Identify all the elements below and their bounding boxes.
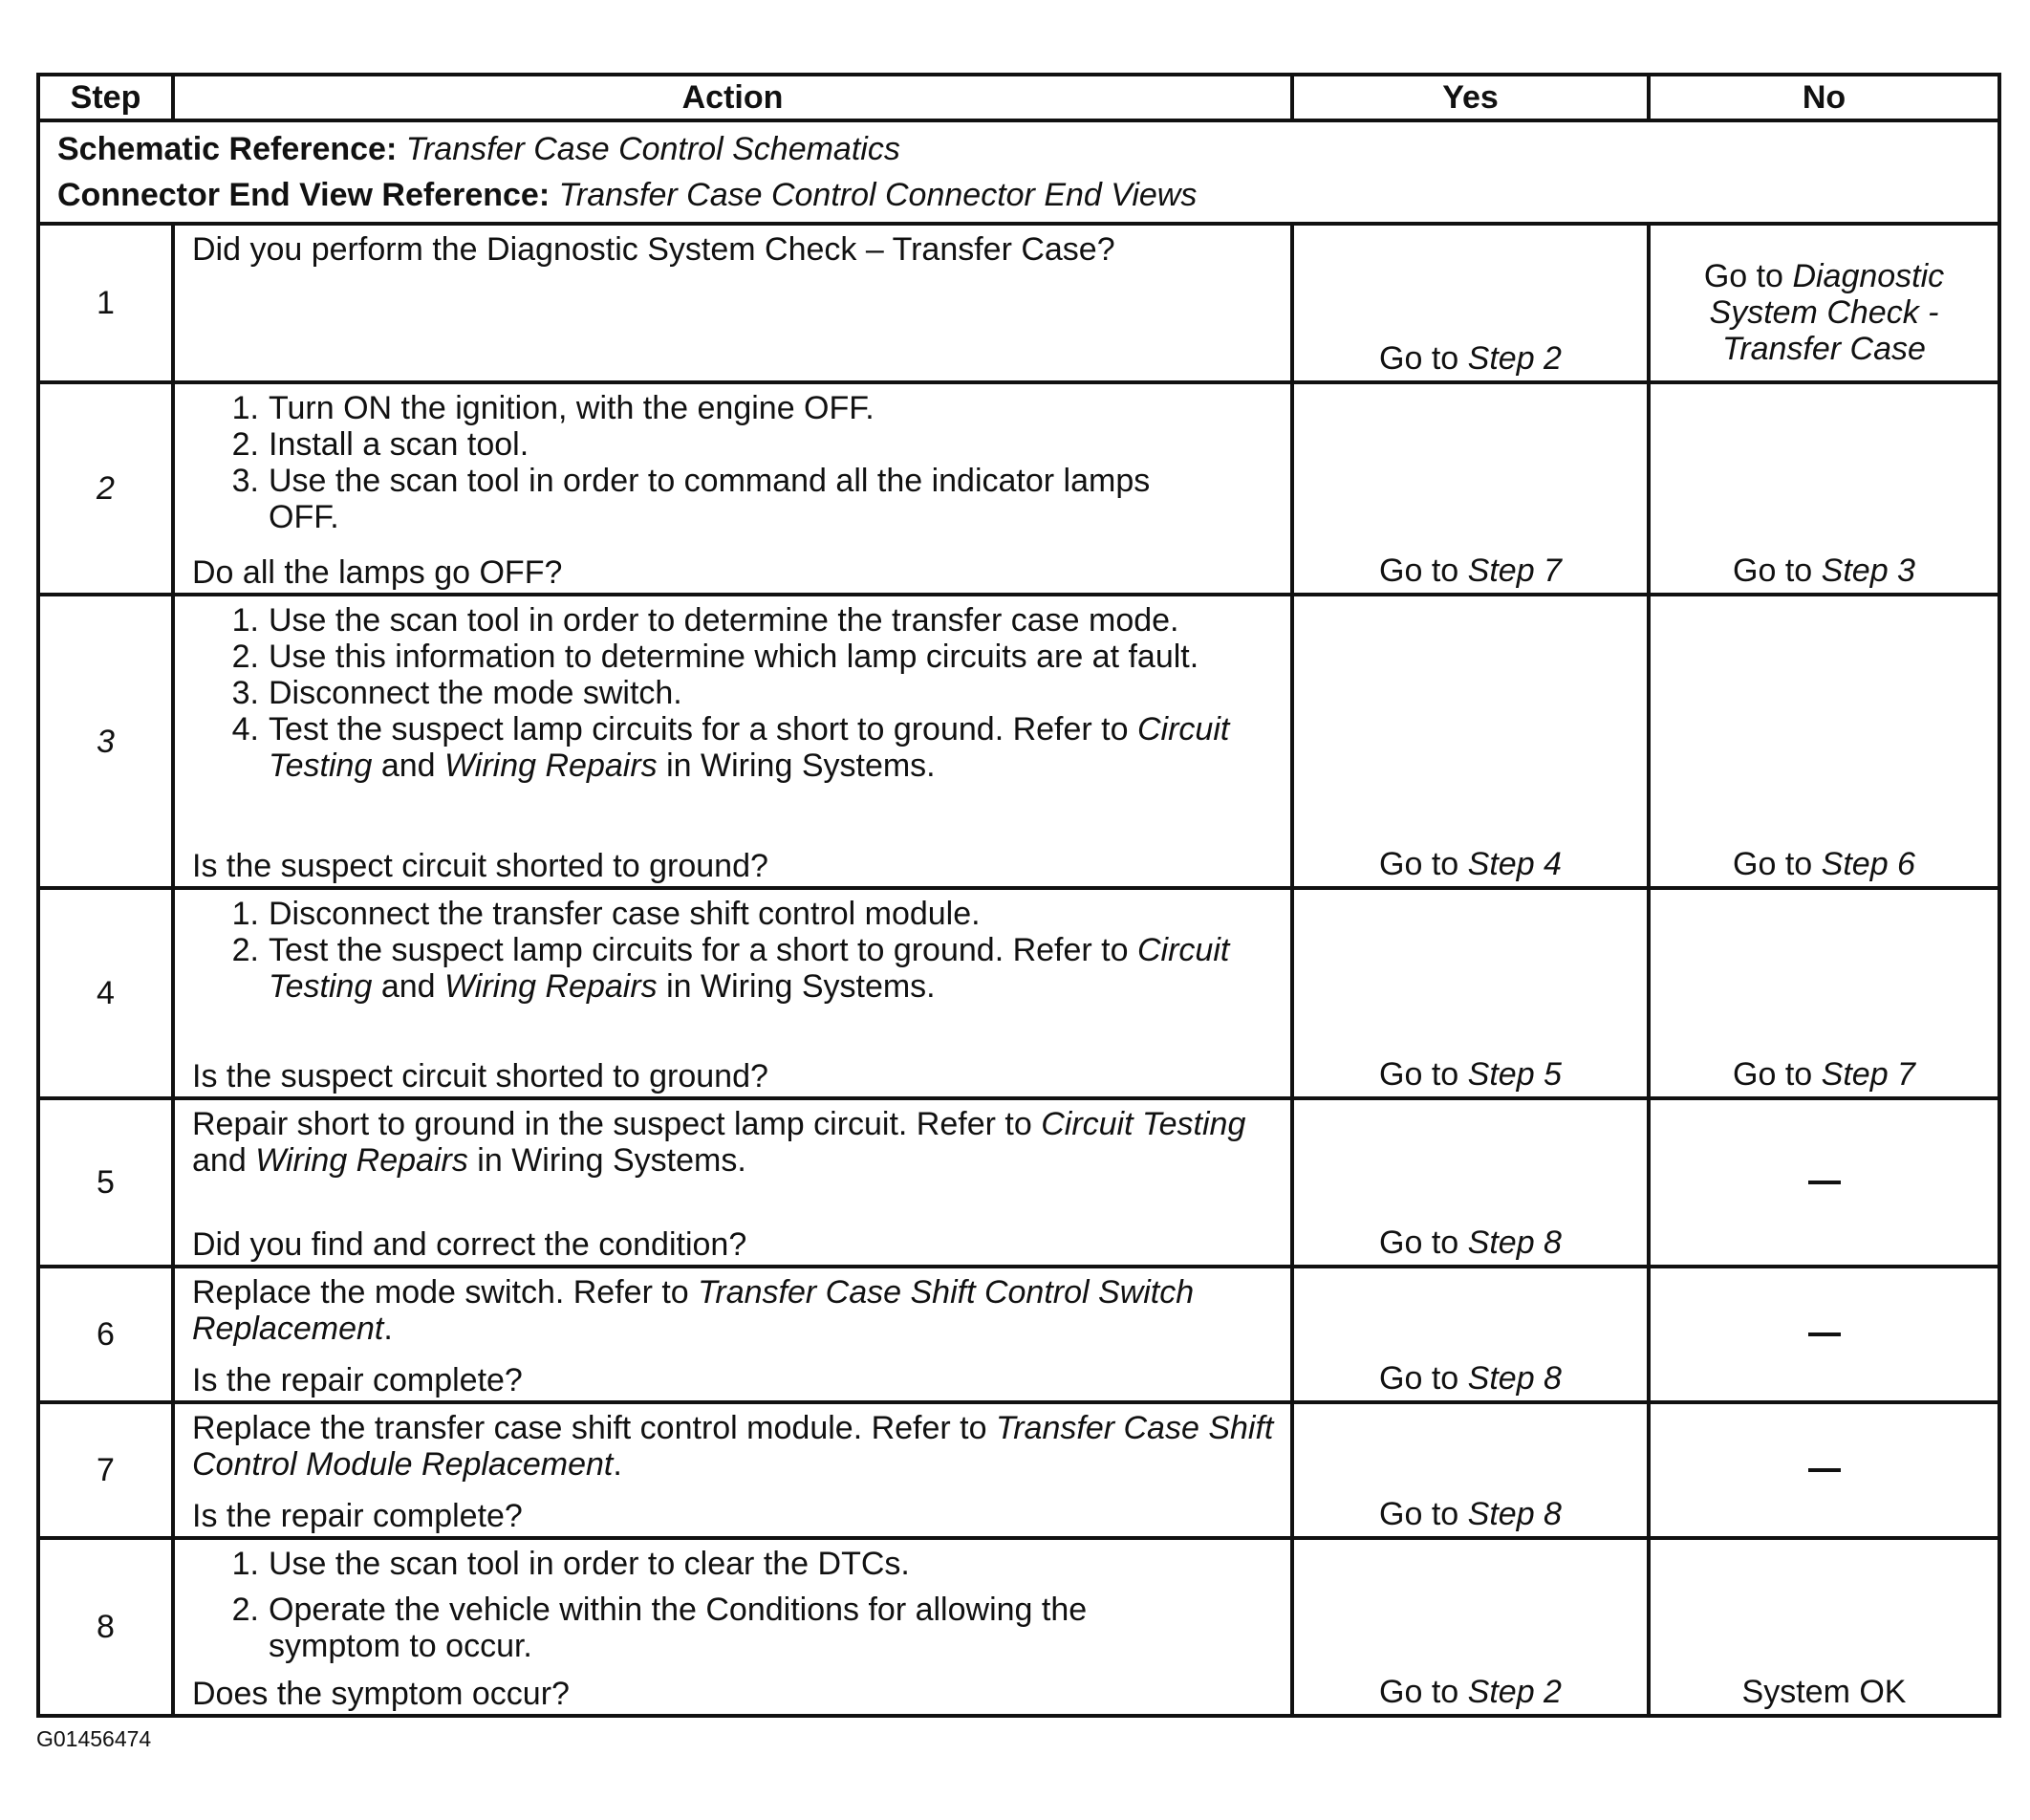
instruction-item: 3. Use the scan tool in order to command all the indicator lamps OFF. bbox=[231, 463, 1151, 535]
step-number: 4 bbox=[38, 888, 173, 1098]
step-row-1 bbox=[38, 224, 1999, 382]
connector-reference bbox=[57, 172, 1980, 218]
step-question: Is the repair complete? bbox=[192, 1362, 523, 1398]
connector-label: Connector End View Reference: bbox=[57, 177, 551, 213]
no-line-1: Diagnostic bbox=[1792, 258, 1945, 294]
yes-result: Go to Step 8 bbox=[1292, 1098, 1649, 1267]
step-row-7 bbox=[38, 1402, 1999, 1538]
instruction-item: 3. Disconnect the mode switch. bbox=[231, 675, 682, 711]
switch-replacement-link[interactable]: Transfer Case Shift Control Switch Replacement bbox=[192, 1274, 1195, 1347]
no-dash bbox=[1808, 1468, 1841, 1472]
step-instruction: Replace the transfer case shift control module. Refer to Transfer Case Shift Control Module Replacement. bbox=[192, 1410, 1274, 1483]
go-to-text: Go to bbox=[1379, 340, 1459, 377]
no-result: System OK bbox=[1649, 1538, 1999, 1716]
step-link[interactable]: Step 2 bbox=[1467, 1674, 1562, 1710]
no-dash bbox=[1808, 1181, 1841, 1184]
circuit-testing-link[interactable]: Circuit Testing bbox=[269, 932, 1230, 1005]
yes-result: Go to Step 4 bbox=[1292, 595, 1649, 888]
instruction-list bbox=[192, 1546, 1275, 1664]
connector-link[interactable]: Transfer Case Control Connector End Views bbox=[558, 177, 1198, 213]
step-action bbox=[173, 1538, 1292, 1716]
step-question: Did you find and correct the condition? bbox=[192, 1226, 747, 1263]
step-row-5 bbox=[38, 1098, 1999, 1267]
go-to-text: Go to bbox=[1703, 258, 1783, 294]
step-row-2 bbox=[38, 382, 1999, 595]
step-number: 7 bbox=[38, 1402, 173, 1538]
instruction-item: 1. Turn ON the ignition, with the engine OFF. bbox=[231, 390, 875, 426]
step-link[interactable]: Step 3 bbox=[1821, 552, 1915, 589]
diagnostic-table bbox=[36, 73, 2001, 1718]
instruction-item: 2. Use this information to determine which lamp circuits are at fault. bbox=[231, 639, 1199, 675]
no-result: Go to Step 3 bbox=[1649, 382, 1999, 595]
circuit-testing-link[interactable]: Circuit Testing bbox=[1041, 1106, 1246, 1142]
no-line-2: System Check - bbox=[1709, 294, 1939, 331]
step-link[interactable]: Step 4 bbox=[1467, 846, 1562, 882]
schematic-reference bbox=[57, 126, 1980, 172]
step-question: Do all the lamps go OFF? bbox=[192, 554, 563, 591]
figure-code: G01456474 bbox=[36, 1726, 152, 1751]
step-action bbox=[173, 888, 1292, 1098]
header-step: Step bbox=[38, 75, 173, 120]
no-result bbox=[1649, 1267, 1999, 1402]
instruction-item: 1. Disconnect the transfer case shift control module. bbox=[231, 896, 981, 932]
yes-result bbox=[1292, 224, 1649, 382]
wiring-repairs-link[interactable]: Wiring Repairs bbox=[255, 1142, 468, 1179]
step-row-6 bbox=[38, 1267, 1999, 1402]
step-question: Is the suspect circuit shorted to ground? bbox=[192, 848, 768, 884]
no-result bbox=[1649, 1402, 1999, 1538]
no-result: Go to Step 6 bbox=[1649, 595, 1999, 888]
module-replacement-link[interactable]: Transfer Case Shift Control Module Replacement bbox=[192, 1410, 1274, 1483]
step-action bbox=[173, 595, 1292, 888]
diagnostic-system-check-link[interactable] bbox=[1651, 258, 1998, 377]
step-action bbox=[173, 224, 1292, 382]
instruction-list bbox=[192, 896, 1275, 1005]
step-link[interactable]: Step 2 bbox=[1467, 340, 1562, 377]
header-yes: Yes bbox=[1292, 75, 1649, 120]
step-action bbox=[173, 382, 1292, 595]
instruction-item: 2. Test the suspect lamp circuits for a short to ground. Refer to Circuit Testing and Wiring Repairs in Wiring Systems. bbox=[231, 932, 1230, 1005]
schematic-label: Schematic Reference: bbox=[57, 131, 398, 167]
instruction-list bbox=[192, 602, 1275, 784]
reference-row bbox=[38, 120, 1999, 224]
instruction-item: 1. Use the scan tool in order to clear the DTCs. bbox=[231, 1546, 910, 1582]
step-question: Does the symptom occur? bbox=[192, 1676, 570, 1712]
step-link[interactable]: Step 8 bbox=[1467, 1496, 1562, 1532]
wiring-repairs-link[interactable]: Wiring Repairs bbox=[444, 748, 658, 784]
instruction-item: 2. Operate the vehicle within the Conditions for allowing the symptom to occur. bbox=[231, 1592, 1088, 1664]
step-question: Is the suspect circuit shorted to ground? bbox=[192, 1058, 768, 1094]
yes-result: Go to Step 7 bbox=[1292, 382, 1649, 595]
step-number: 6 bbox=[38, 1267, 173, 1402]
schematic-link[interactable]: Transfer Case Control Schematics bbox=[405, 131, 900, 167]
step-number: 8 bbox=[38, 1538, 173, 1716]
step-link[interactable]: Step 7 bbox=[1467, 552, 1562, 589]
instruction-list bbox=[192, 390, 1275, 535]
step-row-3 bbox=[38, 595, 1999, 888]
step-instruction: Repair short to ground in the suspect lamp circuit. Refer to Circuit Testing and Wiring Repairs in Wiring Systems. bbox=[192, 1106, 1246, 1179]
step-link[interactable]: Step 6 bbox=[1821, 846, 1915, 882]
header-row bbox=[38, 75, 1999, 120]
step-link[interactable]: Step 5 bbox=[1467, 1056, 1562, 1093]
reference-cell bbox=[38, 120, 1999, 224]
no-line-3: Transfer Case bbox=[1722, 331, 1926, 367]
yes-result: Go to Step 8 bbox=[1292, 1267, 1649, 1402]
header-no: No bbox=[1649, 75, 1999, 120]
wiring-repairs-link[interactable]: Wiring Repairs bbox=[444, 968, 658, 1005]
step-action bbox=[173, 1267, 1292, 1402]
step-instruction: Replace the mode switch. Refer to Transfer Case Shift Control Switch Replacement. bbox=[192, 1274, 1195, 1347]
step-number: 5 bbox=[38, 1098, 173, 1267]
step-question: Is the repair complete? bbox=[192, 1498, 523, 1534]
step-number: 1 bbox=[38, 224, 173, 382]
step-action bbox=[173, 1402, 1292, 1538]
no-result: Go to Step 7 bbox=[1649, 888, 1999, 1098]
step-action bbox=[173, 1098, 1292, 1267]
step-link[interactable]: Step 8 bbox=[1467, 1224, 1562, 1261]
instruction-item: 1. Use the scan tool in order to determine the transfer case mode. bbox=[231, 602, 1179, 639]
instruction-item: 4. Test the suspect lamp circuits for a short to ground. Refer to Circuit Testing and Wiring Repairs in Wiring Systems. bbox=[231, 711, 1230, 784]
no-result bbox=[1649, 1098, 1999, 1267]
yes-result: Go to Step 5 bbox=[1292, 888, 1649, 1098]
no-result bbox=[1649, 224, 1999, 382]
step-link[interactable]: Step 8 bbox=[1467, 1360, 1562, 1397]
yes-result: Go to Step 2 bbox=[1292, 1538, 1649, 1716]
step-row-4 bbox=[38, 888, 1999, 1098]
circuit-testing-link[interactable]: Circuit Testing bbox=[269, 711, 1230, 784]
no-dash bbox=[1808, 1332, 1841, 1336]
step-row-8 bbox=[38, 1538, 1999, 1716]
step-number: 3 bbox=[38, 595, 173, 888]
header-action: Action bbox=[173, 75, 1292, 120]
step-link[interactable]: Step 7 bbox=[1821, 1056, 1915, 1093]
step-question: Did you perform the Diagnostic System Check – Transfer Case? bbox=[192, 231, 1115, 268]
yes-result: Go to Step 8 bbox=[1292, 1402, 1649, 1538]
step-number: 2 bbox=[38, 382, 173, 595]
instruction-item: 2. Install a scan tool. bbox=[231, 426, 529, 463]
